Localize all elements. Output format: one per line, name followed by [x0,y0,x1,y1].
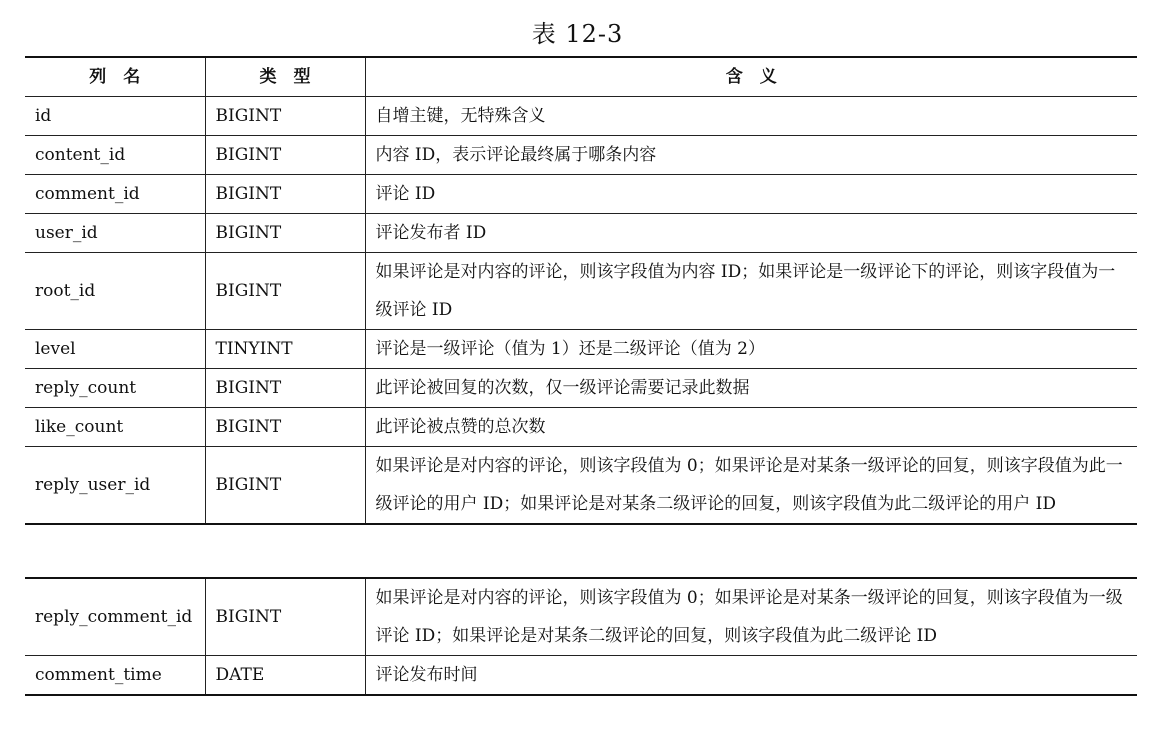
cell-name: level [25,330,205,369]
cell-meaning: 评论 ID [365,175,1137,214]
cell-meaning: 自增主键，无特殊含义 [365,97,1137,136]
table-row [25,578,1137,656]
cell-name: comment_id [25,175,205,214]
cell-name: like_count [25,408,205,447]
cell-type: DATE [205,656,365,696]
cell-name: comment_time [25,656,205,696]
table-row [25,97,1137,136]
cell-type: BIGINT [205,136,365,175]
table-row [25,175,1137,214]
cell-meaning: 内容 ID，表示评论最终属于哪条内容 [365,136,1137,175]
schema-table [25,56,1137,525]
table-row [25,408,1137,447]
cell-name: content_id [25,136,205,175]
cell-type: BIGINT [205,214,365,253]
header-column-name: 列 名 [25,57,205,97]
cell-type: BIGINT [205,175,365,214]
table-row [25,447,1137,525]
cell-type: BIGINT [205,97,365,136]
cell-name: reply_count [25,369,205,408]
table-header-row [25,57,1137,97]
cell-meaning: 评论发布者 ID [365,214,1137,253]
cell-meaning: 评论发布时间 [365,656,1137,696]
cell-meaning: 如果评论是对内容的评论，则该字段值为 0；如果评论是对某条一级评论的回复，则该字段值为一级评论 ID；如果评论是对某条二级评论的回复，则该字段值为此二级评论 ID [365,578,1137,656]
cell-name: user_id [25,214,205,253]
cell-meaning: 此评论被点赞的总次数 [365,408,1137,447]
cell-type: BIGINT [205,369,365,408]
cell-type: BIGINT [205,447,365,525]
cell-meaning: 如果评论是对内容的评论，则该字段值为内容 ID；如果评论是一级评论下的评论，则该字段值为一级评论 ID [365,253,1137,330]
schema-table-continued [25,577,1137,696]
cell-type: BIGINT [205,408,365,447]
table-row [25,369,1137,408]
cell-name: root_id [25,253,205,330]
cell-name: id [25,97,205,136]
table-row [25,656,1137,696]
cell-name: reply_user_id [25,447,205,525]
cell-type: TINYINT [205,330,365,369]
header-type: 类 型 [205,57,365,97]
cell-meaning: 此评论被回复的次数，仅一级评论需要记录此数据 [365,369,1137,408]
cell-meaning: 评论是一级评论（值为 1）还是二级评论（值为 2） [365,330,1137,369]
table-caption: 表 12-3 [531,20,624,48]
cell-type: BIGINT [205,253,365,330]
table-row [25,253,1137,330]
cell-name: reply_comment_id [25,578,205,656]
cell-meaning: 如果评论是对内容的评论，则该字段值为 0；如果评论是对某条一级评论的回复，则该字段值为此一级评论的用户 ID；如果评论是对某条二级评论的回复，则该字段值为此二级评论的用户 ID [365,447,1137,525]
table-row [25,136,1137,175]
cell-type: BIGINT [205,578,365,656]
table-row [25,330,1137,369]
header-meaning: 含 义 [365,57,1137,97]
table-row [25,214,1137,253]
